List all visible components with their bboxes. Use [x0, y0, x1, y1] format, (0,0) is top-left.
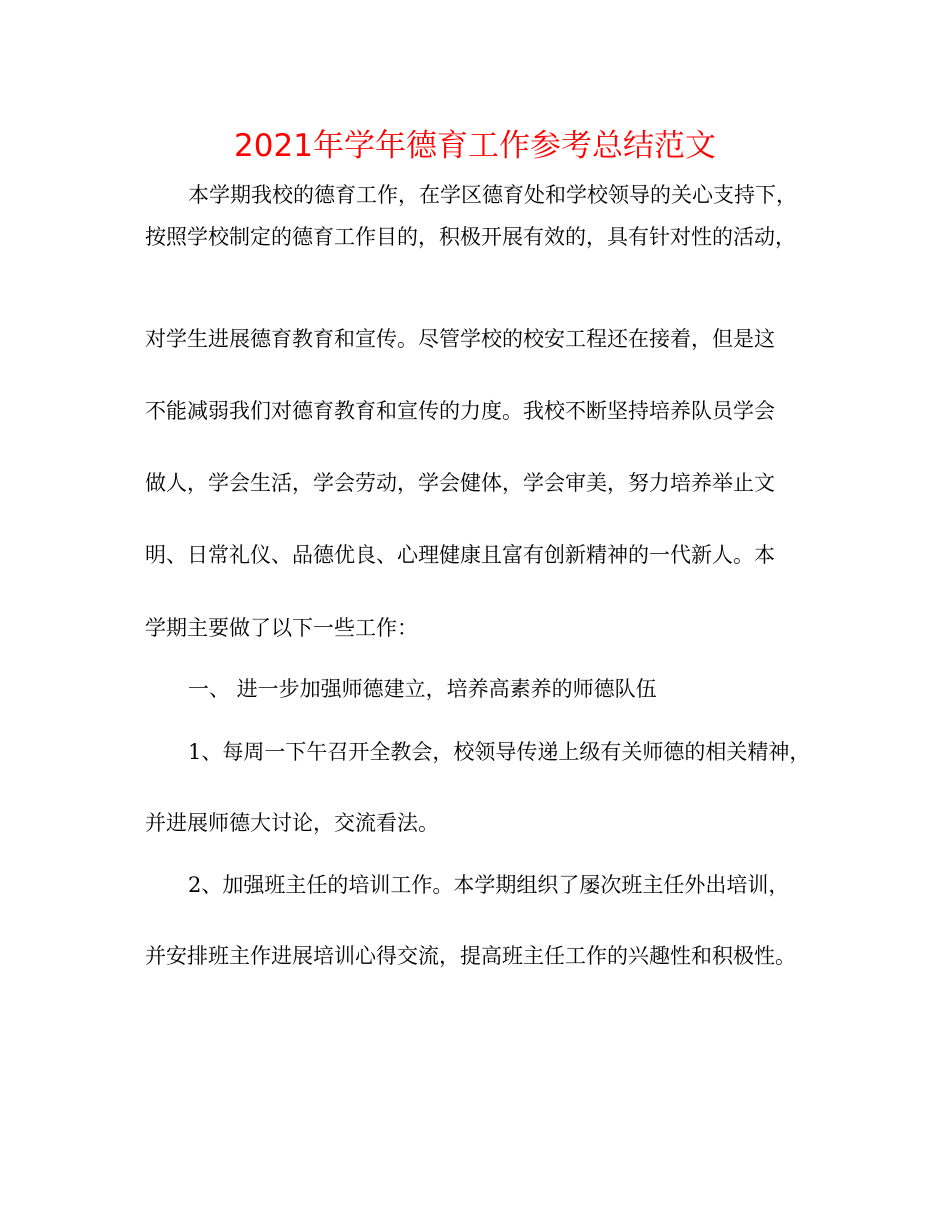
body-line-6: 明、日常礼仪、品德优良、心理健康且富有创新精神的一代新人。本: [145, 543, 775, 567]
body-line-9: 1、每周一下午召开全教会，校领导传递上级有关师德的相关精神，: [188, 740, 811, 764]
document-title: 2021年学年德育工作参考总结范文: [234, 128, 716, 164]
body-line-7: 学期主要做了以下一些工作：: [145, 616, 418, 640]
body-line-3: 对学生进展德育教育和宣传。尽管学校的校安工程还在接着，但是这: [145, 327, 775, 351]
body-line-12: 并安排班主作进展培训心得交流，提高班主任工作的兴趣性和积极性。: [145, 944, 796, 968]
body-line-11: 2、加强班主任的培训工作。本学期组织了屡次班主任外出培训，: [188, 873, 790, 897]
body-line-5: 做人，学会生活，学会劳动，学会健体，学会审美，努力培养举止文: [145, 471, 775, 495]
body-line-10: 并进展师德大讨论，交流看法。: [145, 811, 439, 835]
section-heading-1: 一、 进一步加强师德建立，培养高素养的师德队伍: [188, 677, 657, 701]
body-line-2: 按照学校制定的德育工作目的，积极开展有效的，具有针对性的活动，: [145, 225, 796, 249]
body-line-1: 本学期我校的德育工作，在学区德育处和学校领导的关心支持下，: [188, 183, 797, 207]
body-line-4: 不能减弱我们对德育教育和宣传的力度。我校不断坚持培养队员学会: [145, 399, 775, 423]
